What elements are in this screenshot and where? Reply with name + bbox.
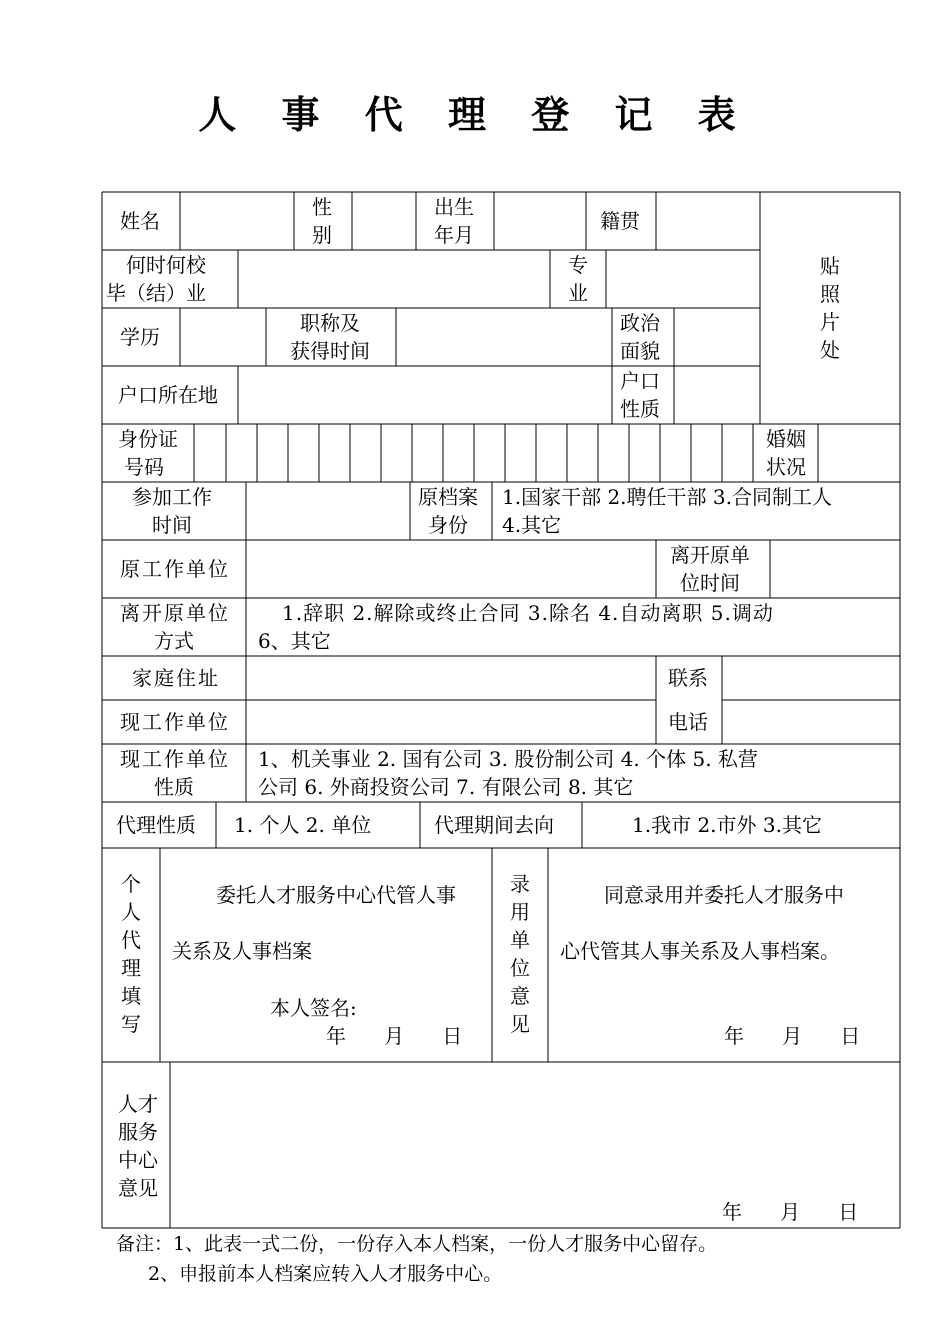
- phone-field-1[interactable]: [723, 657, 899, 699]
- hukou-type-field[interactable]: [675, 367, 759, 423]
- marriage-field[interactable]: [819, 425, 899, 481]
- gender-label-line1: 性: [312, 195, 332, 219]
- personal-statement-line2: 关系及人事档案: [172, 939, 312, 963]
- current-unit-label: 现工作单位: [120, 710, 230, 734]
- center-opinion-field[interactable]: [171, 1063, 899, 1193]
- education-field[interactable]: [181, 309, 265, 365]
- personal-signature-label: 本人签名:: [270, 996, 357, 1020]
- marriage-label-line2: 状况: [766, 455, 806, 479]
- note-line2: 2、申报前本人档案应转入人才服务中心。: [148, 1263, 503, 1285]
- orig-unit-field[interactable]: [247, 541, 655, 597]
- work-start-field[interactable]: [247, 483, 409, 539]
- form-title: 人 事 代 理 登 记 表: [198, 93, 752, 137]
- leave-way-options-line2[interactable]: 6、其它: [258, 629, 331, 653]
- hukou-type-label-line1: 户口: [620, 369, 660, 393]
- unit-type-options-line2[interactable]: 公司 6. 外商投资公司 7. 有限公司 8. 其它: [258, 775, 634, 799]
- major-label-line1: 专: [568, 253, 588, 277]
- personal-fill-label: 个人代理填写: [121, 872, 141, 1036]
- native-field[interactable]: [657, 193, 759, 249]
- name-field[interactable]: [181, 193, 293, 249]
- id-label-line1: 身份证: [118, 427, 178, 451]
- leave-way-label-line1: 离开原单位: [120, 601, 230, 625]
- phone-field-2[interactable]: [723, 701, 899, 743]
- graduation-label-line1: 何时何校: [126, 253, 206, 277]
- political-label-line2: 面貌: [620, 339, 660, 363]
- orig-file-label-line2: 身份: [428, 513, 468, 537]
- photo-placeholder: 贴照片处: [820, 254, 840, 362]
- political-label-line1: 政治: [620, 311, 660, 335]
- political-field[interactable]: [675, 309, 759, 365]
- agency-destination-label: 代理期间去向: [434, 813, 554, 837]
- major-label-line2: 业: [568, 281, 588, 305]
- leave-time-label-line2: 位时间: [680, 571, 740, 595]
- graduation-field[interactable]: [239, 251, 549, 307]
- home-label: 家庭住址: [132, 666, 220, 690]
- agency-type-options[interactable]: 1. 个人 2. 单位: [234, 813, 372, 837]
- note-line1: 备注：1、此表一式二份，一份存入本人档案，一份人才服务中心留存。: [116, 1233, 718, 1255]
- center-opinion-label-line4: 意见: [118, 1176, 158, 1200]
- center-opinion-label-line3: 中心: [118, 1148, 158, 1172]
- id-label-line2: 号码: [124, 455, 164, 479]
- leave-time-field[interactable]: [771, 541, 899, 597]
- agency-type-label: 代理性质: [116, 813, 196, 837]
- marriage-label-line1: 婚姻: [766, 427, 806, 451]
- hukou-label: 户口所在地: [118, 383, 218, 407]
- center-date: 年 月 日: [722, 1200, 859, 1224]
- hukou-type-label-line2: 性质: [620, 397, 660, 421]
- employer-statement-line2: 心代管其人事关系及人事档案。: [560, 939, 840, 963]
- leave-time-label-line1: 离开原单: [670, 543, 750, 567]
- birth-label-line2: 年月: [434, 223, 474, 247]
- leave-way-options-line1[interactable]: 1.辞职 2.解除或终止合同 3.除名 4.自动离职 5.调动: [282, 601, 774, 625]
- title-label-line1: 职称及: [300, 311, 360, 335]
- orig-unit-label: 原工作单位: [120, 557, 230, 581]
- employer-opinion-label: 录用单位意见: [510, 872, 530, 1036]
- contact-label-line2: 电话: [668, 710, 708, 734]
- employer-date: 年 月 日: [724, 1024, 861, 1048]
- gender-field[interactable]: [353, 193, 415, 249]
- employer-statement-line1: 同意录用并委托人才服务中: [604, 883, 844, 907]
- orig-file-options-line1[interactable]: 1.国家干部 2.聘任干部 3.合同制工人: [502, 485, 832, 509]
- graduation-label-line2: 毕（结）业: [106, 281, 206, 305]
- orig-file-options-line2[interactable]: 4.其它: [502, 513, 562, 537]
- work-start-label-line2: 时间: [152, 513, 192, 537]
- name-label: 姓名: [120, 209, 160, 233]
- native-label: 籍贯: [600, 209, 640, 233]
- agency-destination-options[interactable]: 1.我市 2.市外 3.其它: [632, 813, 822, 837]
- gender-label-line2: 别: [312, 223, 332, 247]
- unit-type-label-line1: 现工作单位: [120, 747, 230, 771]
- contact-label-line1: 联系: [668, 666, 708, 690]
- center-opinion-label-line1: 人才: [118, 1092, 158, 1116]
- home-field[interactable]: [247, 657, 655, 699]
- unit-type-label-line2: 性质: [154, 775, 194, 799]
- personal-statement-line1: 委托人才服务中心代管人事: [216, 883, 456, 907]
- major-field[interactable]: [607, 251, 759, 307]
- orig-file-label-line1: 原档案: [418, 485, 478, 509]
- birth-field[interactable]: [495, 193, 585, 249]
- personal-date: 年 月 日: [326, 1024, 463, 1048]
- title-label-line2: 获得时间: [290, 339, 370, 363]
- current-unit-field[interactable]: [247, 701, 655, 743]
- center-opinion-label-line2: 服务: [118, 1120, 158, 1144]
- birth-label-line1: 出生: [434, 195, 474, 219]
- work-start-label-line1: 参加工作: [132, 485, 212, 509]
- leave-way-label-line2: 方式: [154, 629, 194, 653]
- unit-type-options-line1[interactable]: 1、机关事业 2. 国有公司 3. 股份制公司 4. 个体 5. 私营: [258, 747, 758, 771]
- title-field[interactable]: [397, 309, 611, 365]
- education-label: 学历: [120, 325, 160, 349]
- hukou-field[interactable]: [239, 367, 611, 423]
- id-number-boxes[interactable]: [195, 425, 752, 481]
